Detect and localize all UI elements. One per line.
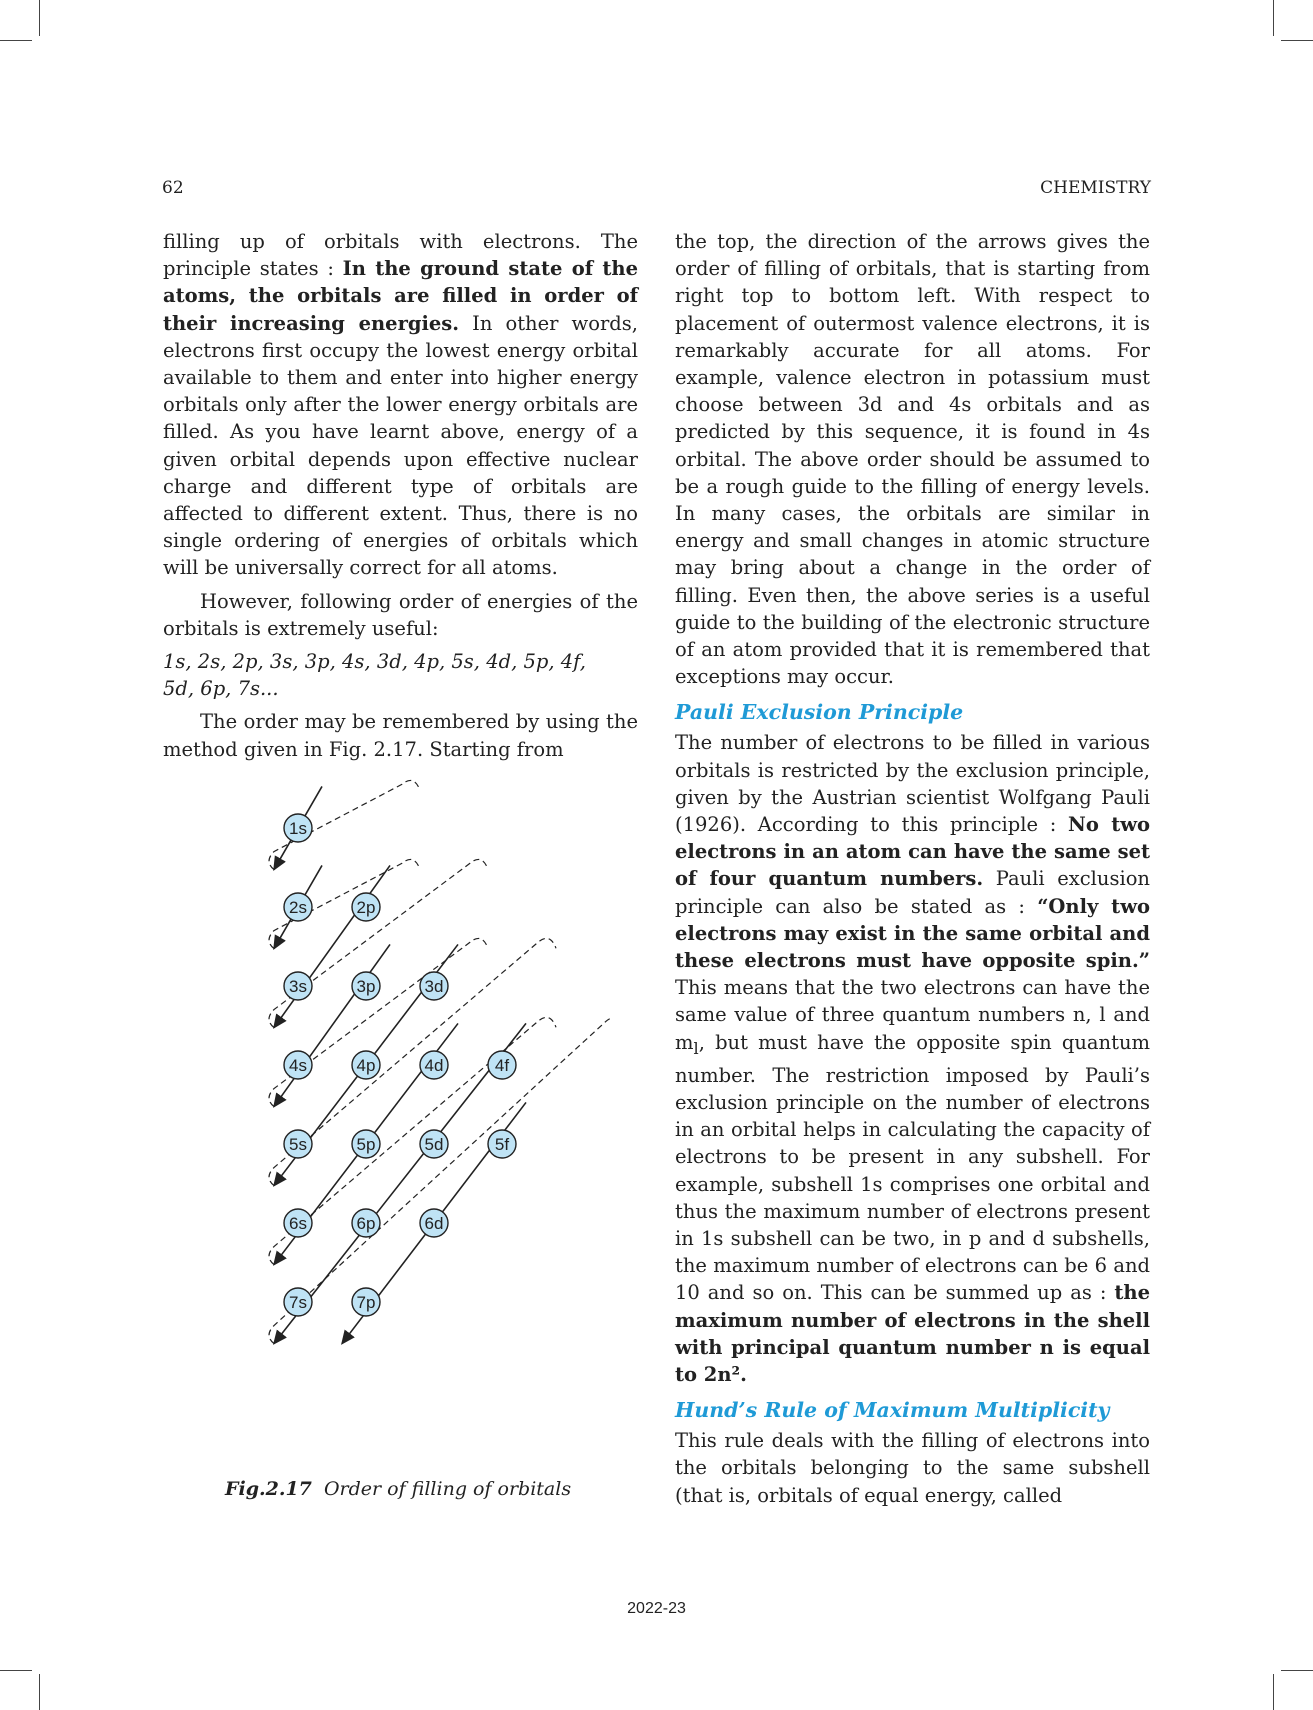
crop-mark (39, 1674, 40, 1710)
crop-mark (0, 40, 32, 41)
orbital-label: 4s (289, 1056, 307, 1075)
crop-mark (1273, 0, 1274, 36)
orbital-label: 3s (289, 977, 307, 996)
crop-mark (1281, 40, 1313, 41)
figure-title: Order of filling of orbitals (323, 1478, 572, 1500)
text-run: Pauli exclusion principle can also be stated as : (675, 867, 1150, 918)
bold-statement: the maximum number of electrons in the shell with principal quantum number n is equal to 2n². (675, 1281, 1150, 1387)
filling-arrow (274, 944, 390, 1106)
orbital-label: 4d (424, 1056, 444, 1075)
bold-statement: “Only two electrons may exist in the same orbital and these electrons must have opposite spin.” (675, 894, 1150, 973)
orbital-label: 7p (356, 1293, 376, 1312)
text-run: filling up of orbitals with electrons. The principle states : (163, 230, 638, 281)
orbital-label: 6s (289, 1214, 307, 1233)
sequence-line: 1s, 2s, 2p, 3s, 3p, 4s, 3d, 4p, 5s, 4d, 5p, 4f, (163, 650, 586, 674)
orbital-label: 5s (289, 1135, 307, 1154)
subscript: l (693, 1038, 699, 1058)
orbital-label: 7s (289, 1293, 307, 1312)
text-run: In other words, electrons first occupy the lowest energy orbital available to them and enter into higher energy orbitals only after the lower energy orbitals are filled. As you have learnt above, energy of a given orbital depends upon effective nuclear charge and different type of orbitals are affected to different extent. Thus, there is no single ordering of energies of orbitals which will be universally correct for all atoms. (163, 311, 638, 580)
orbital-label: 1s (289, 819, 307, 838)
paragraph (163, 228, 638, 582)
running-header-subject: CHEMISTRY (1040, 178, 1151, 198)
orbital-label: 5f (494, 1135, 510, 1154)
crop-mark (39, 0, 40, 36)
return-loop (269, 938, 488, 1106)
section-heading: Hund’s Rule of Maximum Multiplicity (675, 1398, 1110, 1423)
orbital-label: 2s (289, 898, 307, 917)
orbital-label: 2p (356, 898, 376, 917)
orbital-label: 6d (424, 1214, 444, 1233)
orbital-label: 4p (356, 1056, 376, 1075)
left-column (163, 228, 638, 763)
crop-mark (1281, 1670, 1313, 1671)
sequence-line: 5d, 6p, 7s... (163, 677, 279, 701)
figure-label: Fig.2.17 (225, 1478, 312, 1500)
paragraph: the top, the direction of the arrows gives the order of filling of orbitals, that is starting from right top to bottom left. With respect to placement of outermost valence electrons, it is remarkably accurate for all atoms. For example, valence electron in potassium must choose between 3d and 4s orbitals and as predicted by this sequence, it is found in 4s orbital. The above order should be assumed to be a rough guide to the filling of energy levels. In many cases, the orbitals are similar in energy and small changes in atomic structure may bring about a change in the order of filling. Even then, the above series is a useful guide to the building of the electronic structure of an atom provided that it is remembered that exceptions may occur. (675, 230, 1150, 689)
orbital-label: 5p (356, 1135, 376, 1154)
orbital-label: 5d (424, 1135, 444, 1154)
section-heading: Pauli Exclusion Principle (675, 700, 964, 725)
bold-statement: No two electrons in an atom can have the same set of four quantum numbers. (675, 813, 1151, 891)
text-run: This means that the two electrons can have the same value of three quantum numbers n, l and m (675, 976, 1150, 1054)
orbital-label: 4f (494, 1056, 510, 1075)
figure-caption (225, 1478, 571, 1500)
orbital-label: 3p (356, 977, 376, 996)
crop-mark (0, 1670, 32, 1671)
orbital-sequence (163, 648, 638, 702)
paragraph: The order may be remembered by using the method given in Fig. 2.17. Starting from (163, 710, 638, 761)
crop-mark (1273, 1674, 1274, 1710)
footer-year: 2022-23 (627, 1600, 686, 1617)
paragraph (675, 729, 1150, 1388)
orbital-label: 3d (424, 977, 444, 996)
paragraph: However, following order of energies of the orbitals is extremely useful: (163, 589, 638, 640)
orbital-label: 6p (356, 1214, 376, 1233)
text-run: , but must have the opposite spin quantum number. The restriction imposed by Pauli’s exclusion principle on the number of electrons in an orbital helps in calculating the capacity of electrons to be present in any subshell. For example, subshell 1s comprises one orbital and thus the maximum number of electrons present in 1s subshell can be two, in p and d subshells, the maximum number of electrons can be 6 and 10 and so on. This can be summed up as : (675, 1030, 1150, 1305)
orbital-filling-diagram (230, 770, 610, 1470)
right-column (675, 228, 1150, 1509)
paragraph: This rule deals with the filling of electrons into the orbitals belonging to the same subshell (that is, orbitals of equal energy, called (675, 1429, 1150, 1507)
text-run: The number of electrons to be filled in various orbitals is restricted by the exclusion principle, given by the Austrian scientist Wolfgang Pauli (1926). According to this principle : (675, 731, 1150, 837)
page-number: 62 (162, 178, 184, 198)
filling-arrow (274, 865, 390, 1027)
filling-arrow (274, 1023, 526, 1343)
bold-statement: In the ground state of the atoms, the orbitals are filled in order of their increasing energies. (163, 257, 638, 335)
return-loop (269, 859, 488, 1027)
